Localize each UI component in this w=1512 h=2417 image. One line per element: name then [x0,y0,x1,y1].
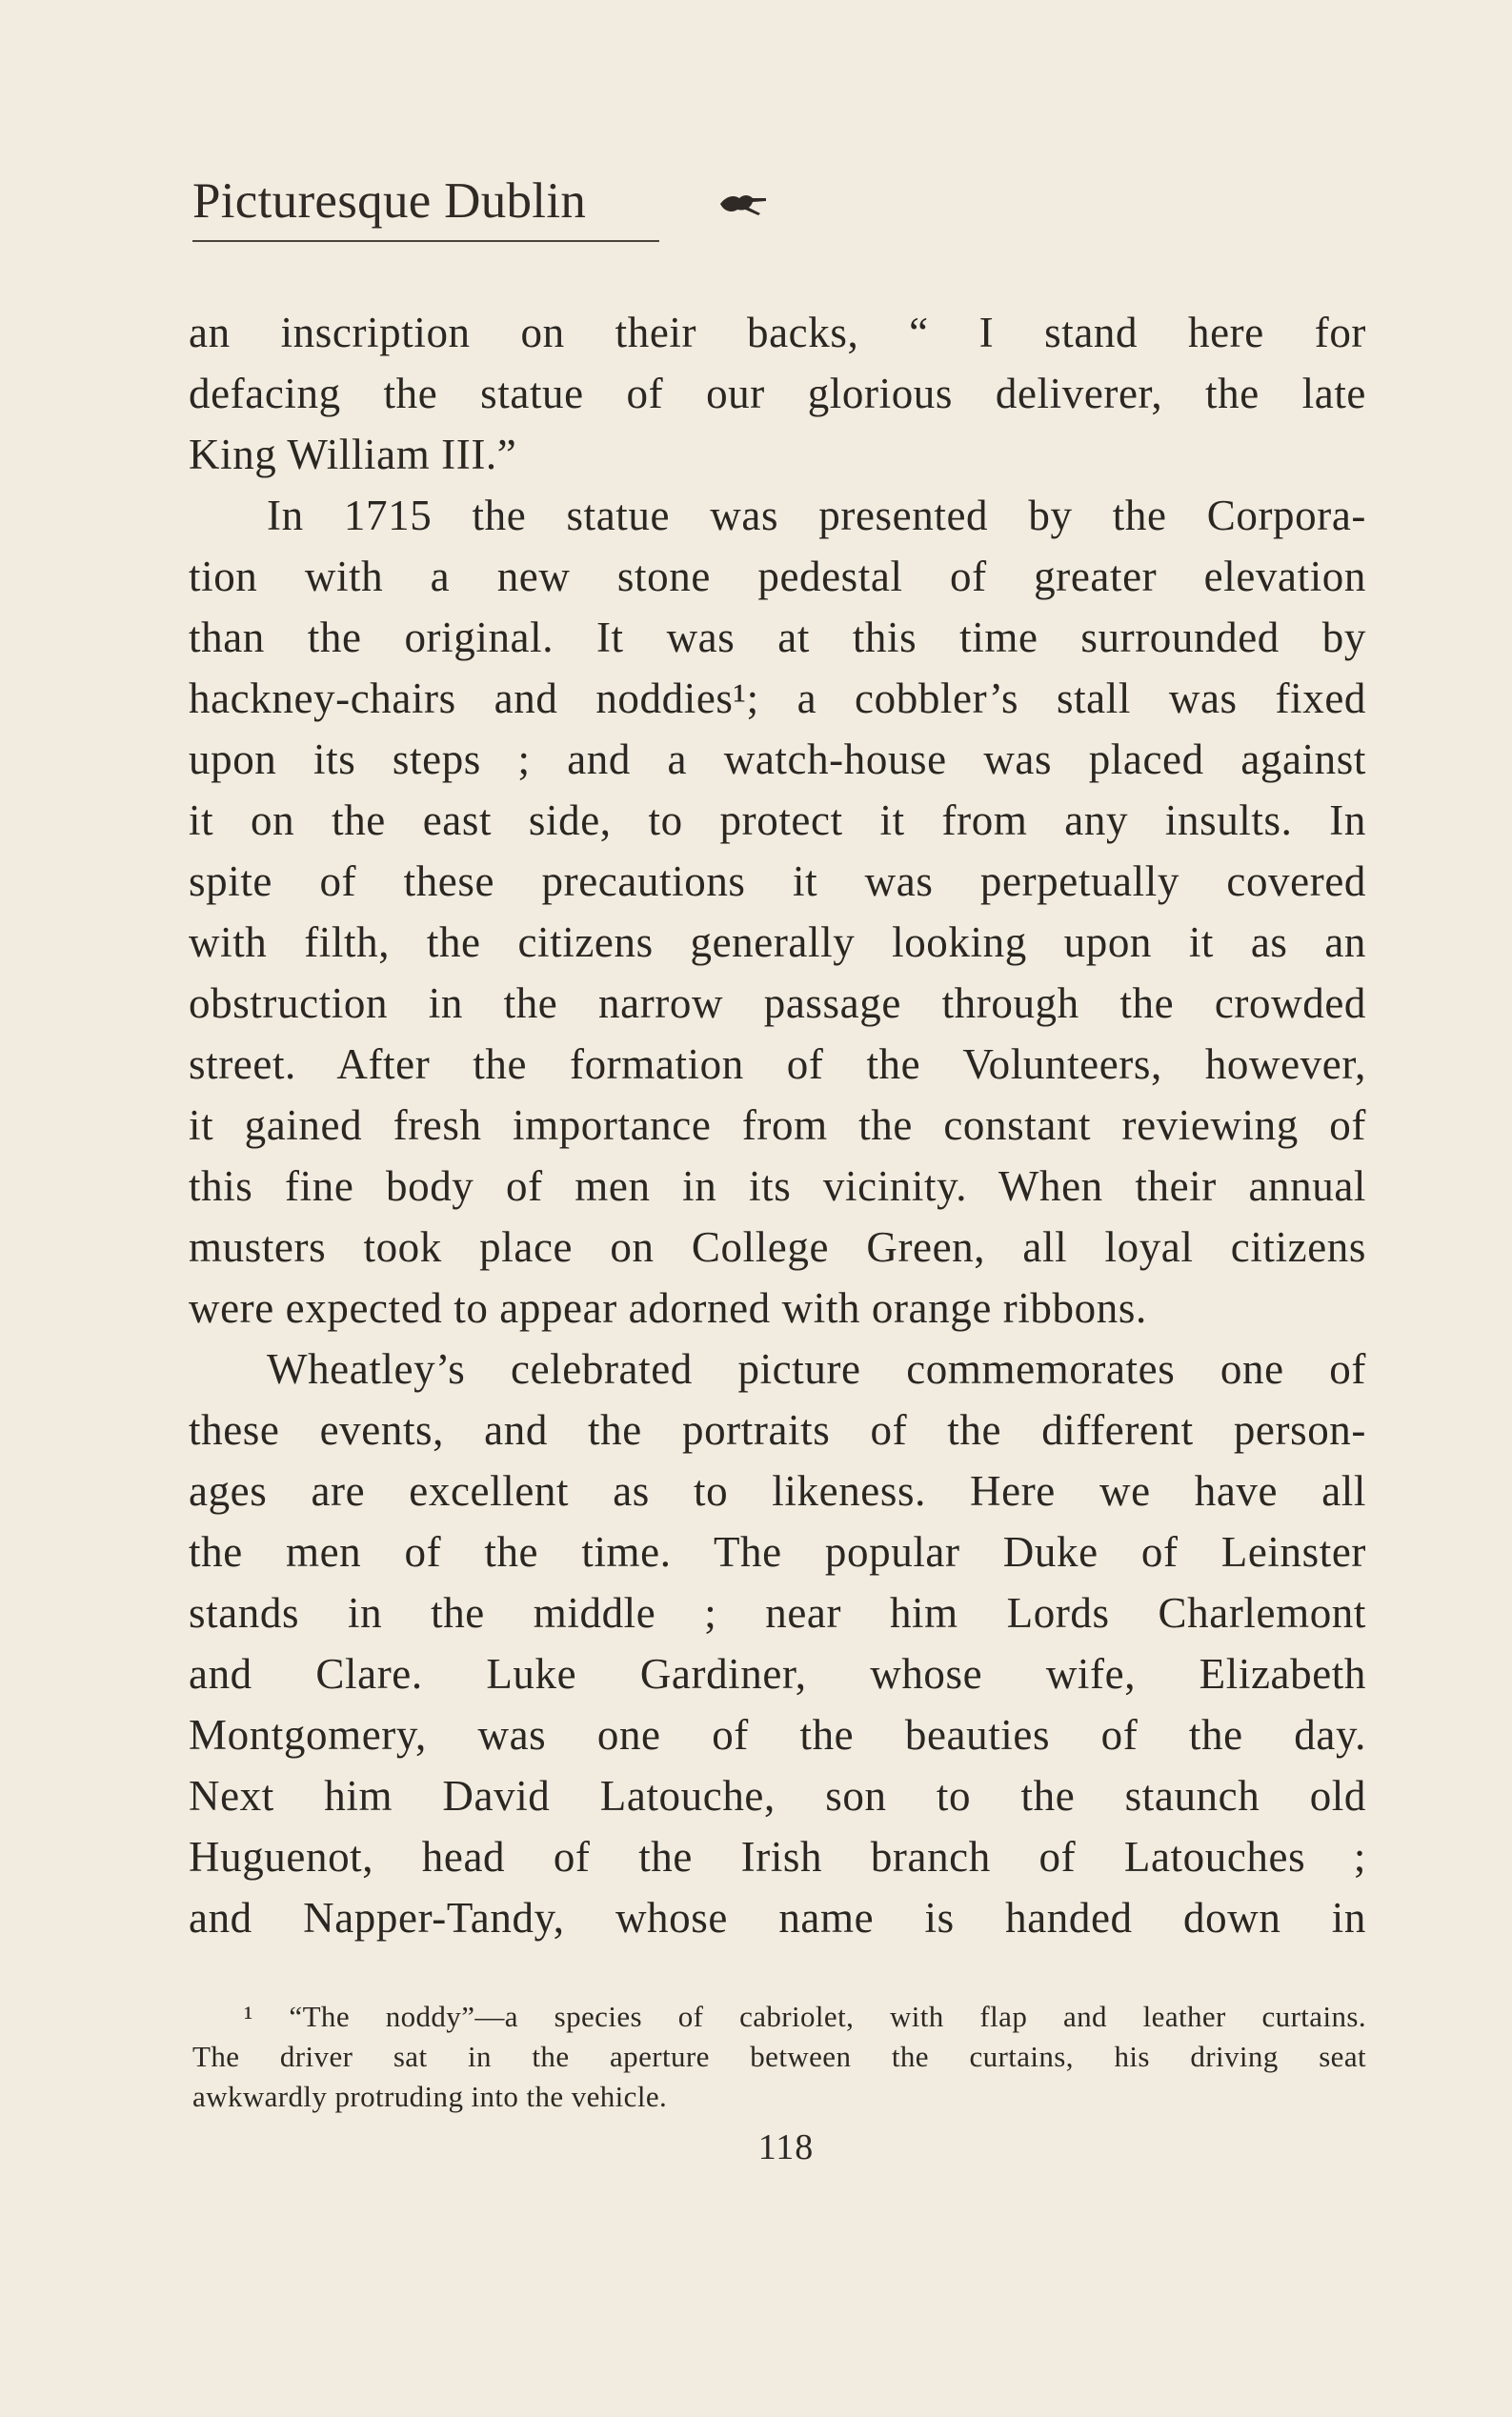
text-line: Huguenot, head of the Irish branch of Latouches ; [189,1833,1366,1881]
running-head [192,168,1050,253]
text-line: King William III.” [189,431,517,478]
header-rule [192,240,659,242]
text-line: and Napper-Tandy, whose name is handed down in [189,1894,1366,1942]
text-line: this fine body of men in its vicinity. When their annual [189,1162,1366,1210]
text-line: and Clare. Luke Gardiner, whose wife, Elizabeth [189,1650,1366,1698]
text-line: hackney-chairs and noddies¹; a cobbler’s stall was fixed [189,675,1366,722]
text-line: these events, and the portraits of the different person- [189,1406,1366,1454]
footnote-line: The driver sat in the aperture between the curtains, his driving seat [192,2040,1366,2073]
hand-pointer-ornament-icon [716,185,770,223]
text-line: stands in the middle ; near him Lords Charlemont [189,1589,1366,1637]
text-line: were expected to appear adorned with orange ribbons. [189,1284,1147,1332]
page-number: 118 [757,2127,815,2167]
text-line: street. After the formation of the Volunteers, however, [189,1040,1366,1088]
text-line: the men of the time. The popular Duke of Leinster [189,1528,1366,1576]
text-line: upon its steps ; and a watch-house was placed against [189,735,1366,783]
body-text [189,302,1366,1948]
running-title: Picturesque Dublin [192,173,587,229]
text-line: ages are excellent as to likeness. Here we have all [189,1467,1366,1515]
text-line: an inscription on their backs, “ I stand here for [189,309,1366,356]
footnote-line: awkwardly protruding into the vehicle. [192,2080,668,2113]
text-line: obstruction in the narrow passage through the crowded [189,979,1366,1027]
text-line: Wheatley’s celebrated picture commemorates one of [267,1345,1366,1393]
text-line: it on the east side, to protect it from any insults. In [189,796,1366,844]
text-line: In 1715 the statue was presented by the Corpora- [267,492,1366,539]
text-line: defacing the statue of our glorious deliverer, the late [189,370,1366,417]
footnote-line: ¹ “The noddy”—a species of cabriolet, with flap and leather curtains. [244,2000,1366,2033]
text-line: tion with a new stone pedestal of greater elevation [189,553,1366,600]
footnote [192,1997,1366,2117]
text-line: Montgomery, was one of the beauties of the day. [189,1711,1366,1759]
text-line: with filth, the citizens generally looking upon it as an [189,918,1366,966]
text-line: musters took place on College Green, all loyal citizens [189,1223,1366,1271]
text-line: spite of these precautions it was perpetually covered [189,857,1366,905]
text-line: Next him David Latouche, son to the staunch old [189,1772,1366,1820]
text-line: than the original. It was at this time surrounded by [189,614,1366,661]
text-line: it gained fresh importance from the constant reviewing of [189,1101,1366,1149]
